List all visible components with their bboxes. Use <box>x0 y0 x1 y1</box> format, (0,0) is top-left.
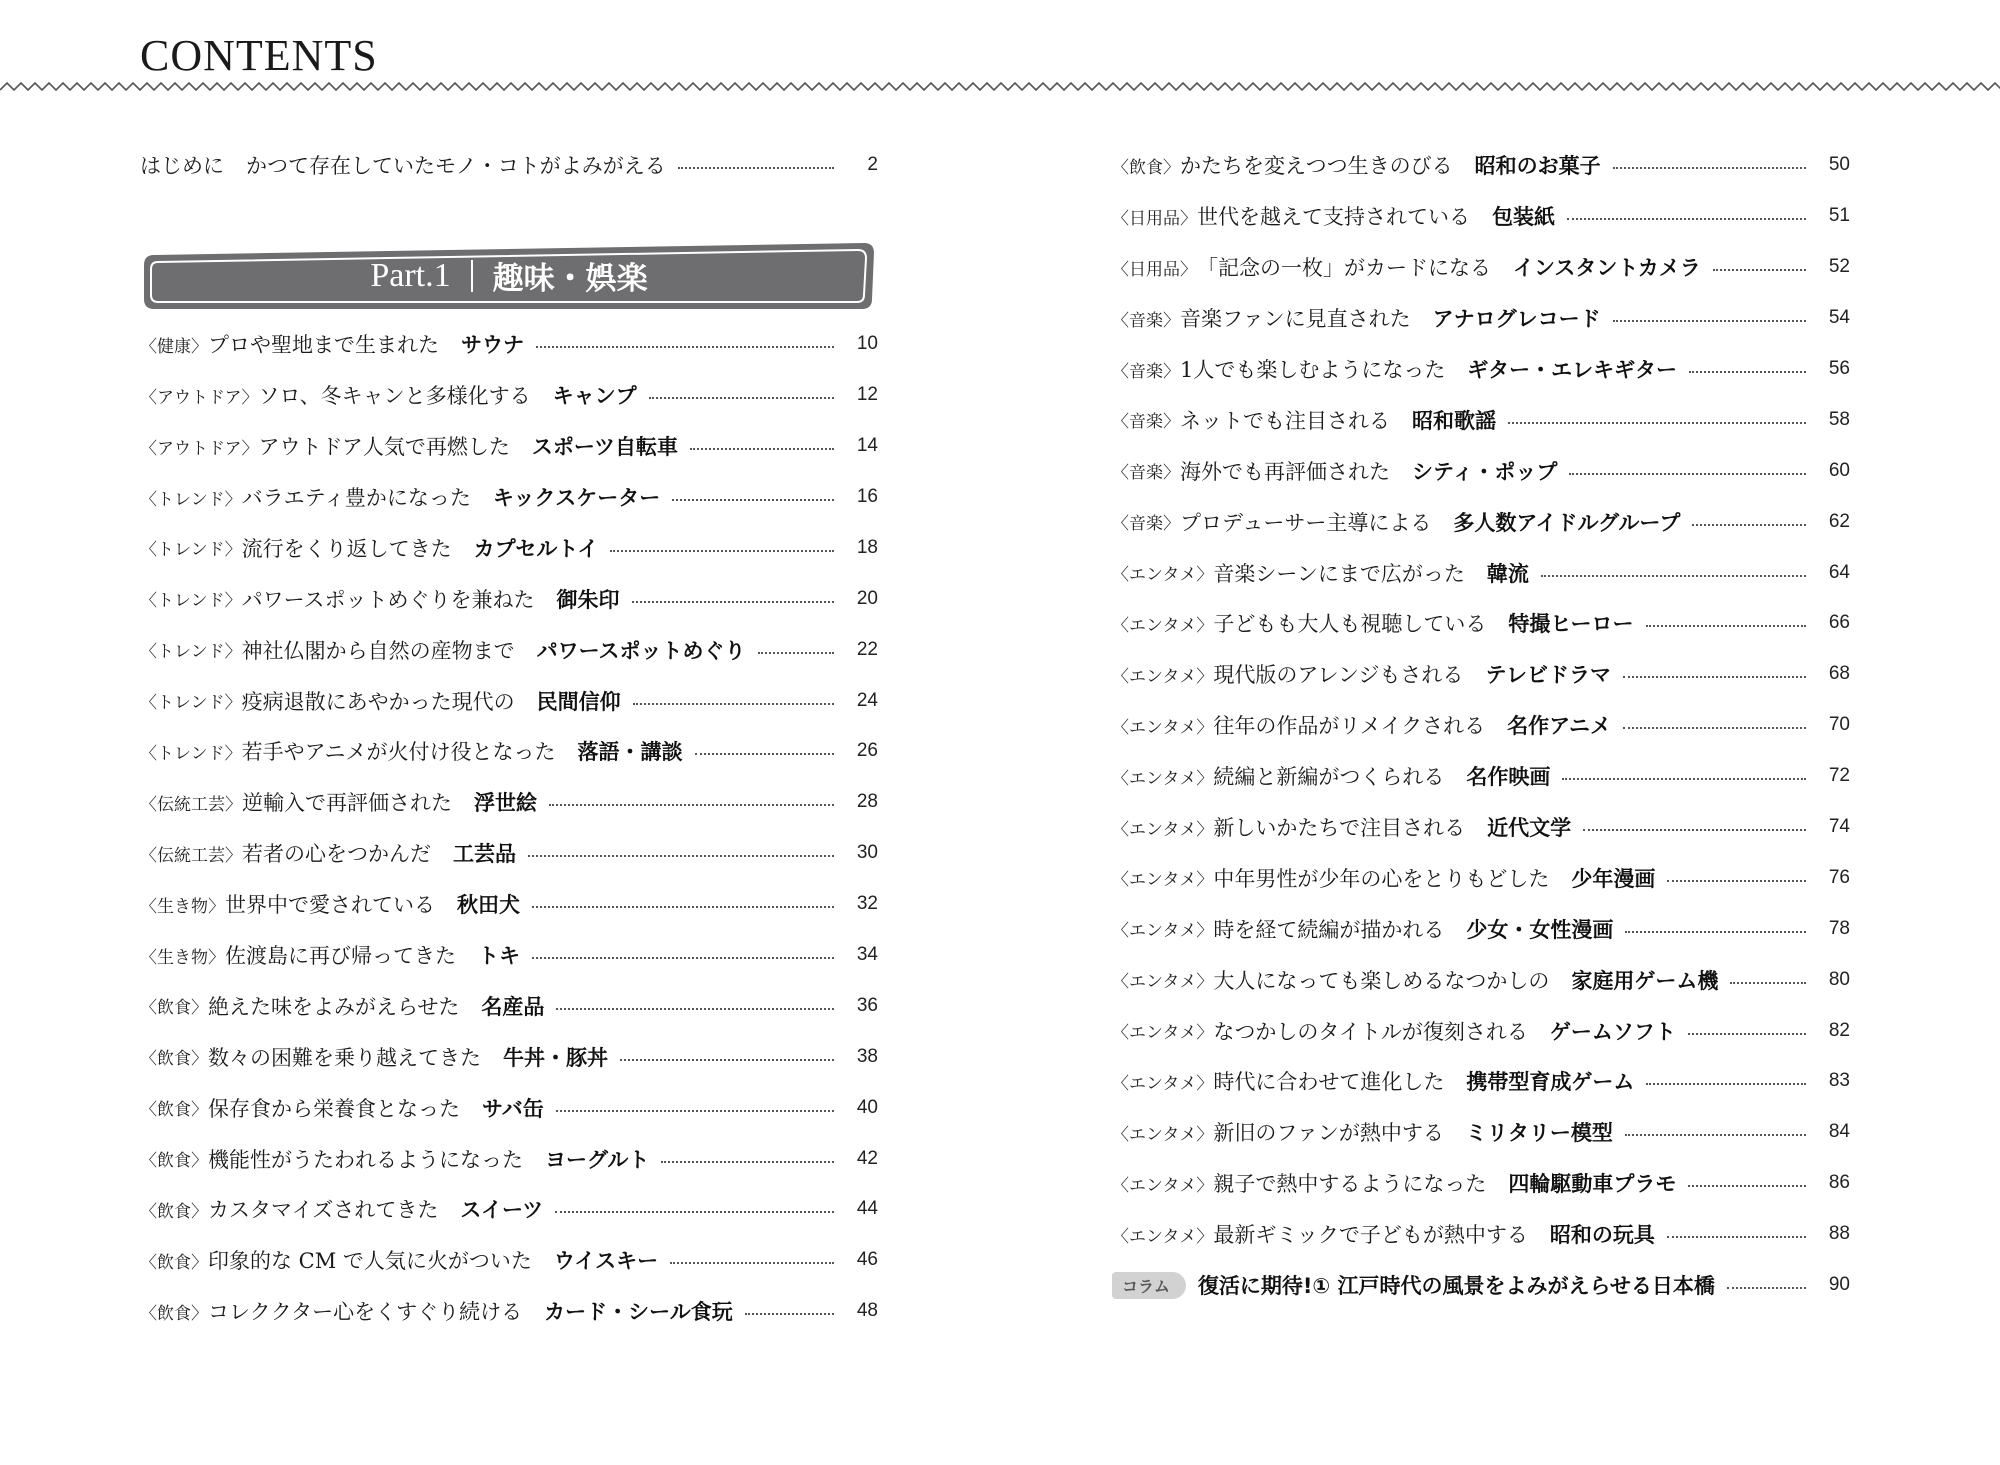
entry-category: 〈飲食〉 <box>140 1201 208 1222</box>
entry-topic: トキ <box>478 944 520 969</box>
entry-topic: 落語・講談 <box>577 740 683 765</box>
column-title: 復活に期待!① 江戸時代の風景をよみがえらせる日本橋 <box>1197 1274 1715 1299</box>
entry-topic: 四輪駆動車プラモ <box>1508 1172 1677 1197</box>
page-number: 90 <box>1828 1274 1850 1296</box>
toc-right-list <box>1112 140 1850 1260</box>
entry-topic: インスタントカメラ <box>1513 256 1701 281</box>
entry-category: 〈エンタメ〉 <box>1112 921 1214 942</box>
page-number: 32 <box>856 893 878 915</box>
entry-subtitle: 佐渡島に再び帰ってきた <box>225 944 456 969</box>
dot-leader <box>1689 371 1806 373</box>
page-number: 28 <box>856 791 878 813</box>
toc-entry[interactable] <box>1112 496 1850 547</box>
page-number: 60 <box>1828 459 1850 481</box>
entry-subtitle: 1人でも楽しむようになった <box>1180 358 1446 382</box>
entry-category: 〈トレンド〉 <box>140 693 242 714</box>
dot-leader <box>1562 778 1806 780</box>
page-number: 36 <box>856 994 878 1016</box>
page-number: 83 <box>1828 1070 1850 1092</box>
entry-category: 〈飲食〉 <box>140 998 208 1019</box>
dot-leader <box>1730 982 1806 984</box>
page-number: 38 <box>856 1045 878 1067</box>
entry-topic: 工芸品 <box>453 842 516 867</box>
toc-entry[interactable] <box>140 1235 878 1286</box>
toc-entry[interactable] <box>140 624 878 675</box>
page-number: 12 <box>856 384 878 406</box>
entry-category: 〈音楽〉 <box>1112 514 1180 535</box>
entry-subtitle: 時を経て続編が描かれる <box>1213 917 1445 942</box>
dot-leader <box>528 855 834 857</box>
entry-topic: 多人数アイドルグループ <box>1453 510 1681 535</box>
dot-leader <box>1625 1134 1806 1136</box>
entry-subtitle: 逆輸入で再評価された <box>242 791 452 816</box>
entry-subtitle: コレククター心をくすぐり続ける <box>208 1300 523 1325</box>
toc-entry[interactable] <box>140 930 878 981</box>
entry-topic: ギター・エレキギター <box>1467 358 1677 382</box>
part-label <box>140 241 878 311</box>
entry-category: 〈音楽〉 <box>1112 361 1180 382</box>
entry-topic: パワースポットめぐり <box>536 638 746 663</box>
dot-leader <box>1569 473 1806 475</box>
page-number: 40 <box>856 1096 878 1118</box>
dot-leader <box>532 906 834 908</box>
entry-topic: テレビドラマ <box>1485 663 1612 688</box>
entry-subtitle: 新しいかたちで注目される <box>1213 816 1466 841</box>
entry-topic: 特撮ヒーロー <box>1508 612 1634 637</box>
entry-subtitle: 数々の困難を乗り越えてきた <box>208 1045 481 1070</box>
entry-subtitle: プロや聖地まで生まれた <box>208 333 439 358</box>
toc-entry[interactable] <box>1112 445 1850 496</box>
entry-topic: キックスケーター <box>492 486 661 510</box>
toc-entry[interactable] <box>1112 903 1850 954</box>
toc-entry[interactable] <box>1112 802 1850 853</box>
entry-category: 〈エンタメ〉 <box>1112 1073 1214 1094</box>
toc-entry[interactable] <box>1112 598 1850 649</box>
dot-leader <box>1688 1033 1806 1035</box>
dot-leader <box>758 652 834 654</box>
toc-entry[interactable] <box>1112 547 1850 598</box>
toc-entry[interactable] <box>140 675 878 726</box>
entry-topic: ヨーグルト <box>545 1147 650 1172</box>
dot-leader <box>632 601 834 603</box>
dot-leader <box>556 1110 834 1112</box>
page-number: 46 <box>856 1249 878 1271</box>
toc-entry[interactable] <box>1112 649 1850 700</box>
page-number: 30 <box>856 842 878 864</box>
entry-category: 〈日用品〉 <box>1112 208 1197 229</box>
dot-leader <box>1713 269 1806 271</box>
entry-subtitle: 流行をくり返してきた <box>241 536 452 561</box>
part-separator <box>471 260 473 292</box>
page-number: 88 <box>1828 1223 1850 1245</box>
intro-label: はじめに <box>140 154 224 179</box>
entry-category: 〈エンタメ〉 <box>1112 666 1214 687</box>
entry-category: 〈トレンド〉 <box>140 489 242 510</box>
entry-category: 〈トレンド〉 <box>140 642 242 663</box>
dot-leader <box>610 550 834 552</box>
toc-entry[interactable] <box>1112 751 1850 802</box>
entry-topic: 近代文学 <box>1487 816 1572 841</box>
dot-leader <box>649 397 834 399</box>
dot-leader <box>1583 829 1806 831</box>
page-number: 86 <box>1828 1172 1850 1194</box>
entry-topic: サウナ <box>461 333 524 358</box>
dot-leader <box>672 499 834 501</box>
entry-category: 〈飲食〉 <box>140 1100 208 1121</box>
page-number: 14 <box>856 435 878 457</box>
entry-subtitle: かたちを変えつつ生きのびる <box>1180 154 1453 179</box>
entry-topic: カード・シール食玩 <box>544 1300 733 1325</box>
entry-category: 〈健康〉 <box>140 336 208 357</box>
entry-category: 〈エンタメ〉 <box>1112 819 1214 840</box>
entry-category: 〈飲食〉 <box>140 1151 208 1172</box>
entry-category: 〈生き物〉 <box>140 896 225 917</box>
entry-topic: 昭和の玩具 <box>1549 1223 1655 1248</box>
entry-subtitle: 保存食から栄養食となった <box>208 1096 460 1121</box>
toc-entry[interactable] <box>140 1031 878 1082</box>
entry-category: 〈エンタメ〉 <box>1112 1226 1214 1247</box>
dot-leader <box>549 804 834 806</box>
entry-category: 〈音楽〉 <box>1112 310 1180 331</box>
entry-topic: 昭和歌謡 <box>1412 408 1496 433</box>
dot-leader <box>695 753 834 755</box>
entry-topic: 秋田犬 <box>457 893 520 918</box>
dot-leader <box>745 1313 834 1315</box>
page-number: 10 <box>856 333 878 355</box>
entry-category: 〈音楽〉 <box>1112 412 1180 433</box>
part-number: Part.1 <box>370 256 451 294</box>
toc-entry[interactable] <box>140 319 878 370</box>
entry-topic: 浮世絵 <box>474 791 537 816</box>
toc-entry[interactable] <box>140 1133 878 1184</box>
page-number: 24 <box>856 689 878 711</box>
dot-leader <box>1508 422 1806 424</box>
entry-category: 〈トレンド〉 <box>140 743 242 764</box>
page-number: 80 <box>1828 968 1850 990</box>
dot-leader <box>1667 880 1806 882</box>
dot-leader <box>1625 931 1806 933</box>
entry-category: 〈伝統工芸〉 <box>140 845 242 866</box>
toc-right-column <box>1112 140 1850 1310</box>
entry-topic: シティ・ポップ <box>1412 459 1558 484</box>
entry-topic: スポーツ自転車 <box>531 435 679 460</box>
dot-leader <box>1727 1287 1806 1289</box>
page-number: 42 <box>856 1147 878 1169</box>
entry-subtitle: 続編と新編がつくられる <box>1213 765 1445 790</box>
entry-topic: アナログレコード <box>1432 307 1601 332</box>
dot-leader <box>1667 1236 1806 1238</box>
entry-subtitle: 音楽ファンに見直された <box>1180 307 1411 332</box>
entry-category: 〈飲食〉 <box>140 1252 208 1273</box>
page-number: 70 <box>1828 714 1850 736</box>
page-number: 74 <box>1828 816 1850 838</box>
part-name: 趣味・娯楽 <box>492 261 648 298</box>
entry-subtitle: 大人になっても楽しめるなつかしの <box>1213 968 1550 993</box>
entry-topic: 昭和のお菓子 <box>1474 154 1601 179</box>
entry-subtitle: 若者の心をつかんだ <box>242 842 431 867</box>
toc-entry[interactable] <box>1112 1107 1850 1158</box>
toc-left-list <box>140 319 878 1337</box>
entry-subtitle: なつかしのタイトルが復刻される <box>1213 1019 1528 1044</box>
page-number: 20 <box>856 587 878 609</box>
entry-topic: 少年漫画 <box>1571 866 1656 891</box>
dot-leader <box>690 448 834 450</box>
toc-entry[interactable] <box>140 1082 878 1133</box>
page-number: 58 <box>1828 408 1850 430</box>
toc-entry[interactable] <box>1112 1056 1850 1107</box>
dot-leader <box>1646 625 1807 627</box>
dot-leader <box>1688 1185 1806 1187</box>
entry-topic: 名作アニメ <box>1507 714 1612 739</box>
entry-subtitle: 子どもも大人も視聴している <box>1213 612 1487 637</box>
intro-text: かつて存在していたモノ・コトがよみがえる <box>246 154 666 179</box>
toc-entry[interactable] <box>1112 242 1850 293</box>
entry-topic: 韓流 <box>1486 561 1529 586</box>
toc-entry[interactable] <box>1112 394 1850 445</box>
dot-leader <box>1646 1083 1806 1085</box>
dot-leader <box>536 346 834 348</box>
entry-category: 〈トレンド〉 <box>140 591 242 612</box>
toc-entry[interactable] <box>140 522 878 573</box>
entry-subtitle: 往年の作品がリメイクされる <box>1213 714 1486 739</box>
toc-entry[interactable] <box>140 1286 878 1337</box>
page-number: 2 <box>867 154 878 176</box>
page-number: 50 <box>1828 154 1850 176</box>
entry-topic: 携帯型育成ゲーム <box>1466 1070 1635 1095</box>
dot-leader <box>1567 218 1806 220</box>
entry-topic: 少女・女性漫画 <box>1466 917 1614 942</box>
entry-subtitle: ソロ、冬キャンと多様化する <box>258 384 531 409</box>
toc-entry[interactable] <box>140 472 878 523</box>
page-number: 72 <box>1828 765 1850 787</box>
entry-subtitle: 現代版のアレンジもされる <box>1213 663 1464 688</box>
dot-leader <box>670 1262 834 1264</box>
entry-category: 〈エンタメ〉 <box>1112 1175 1214 1196</box>
entry-topic: カプセルトイ <box>473 536 599 561</box>
dot-leader <box>555 1211 834 1213</box>
entry-topic: キャンプ <box>552 384 637 409</box>
entry-subtitle: ネットでも注目される <box>1180 408 1390 433</box>
toc-entry[interactable] <box>140 573 878 624</box>
page-number: 82 <box>1828 1019 1850 1041</box>
contents-title: CONTENTS <box>140 31 378 80</box>
entry-subtitle: 絶えた味をよみがえらせた <box>208 994 460 1019</box>
entry-category: 〈エンタメ〉 <box>1112 615 1214 636</box>
toc-entry[interactable] <box>1112 344 1850 395</box>
entry-subtitle: アウトドア人気で再燃した <box>258 435 510 460</box>
page-number: 54 <box>1828 307 1850 329</box>
entry-subtitle: プロデューサー主導による <box>1180 510 1432 535</box>
entry-category: 〈飲食〉 <box>140 1303 208 1324</box>
wavy-divider <box>0 80 2000 94</box>
entry-subtitle: 機能性がうたわれるようになった <box>208 1147 523 1172</box>
entry-category: 〈飲食〉 <box>140 1049 208 1070</box>
toc-entry[interactable] <box>140 726 878 777</box>
page-number: 56 <box>1828 358 1850 379</box>
dot-leader <box>532 957 834 959</box>
entry-topic: 名作映画 <box>1466 765 1551 790</box>
entry-category: 〈エンタメ〉 <box>1112 565 1214 586</box>
entry-subtitle: 印象的な CM で人気に火がついた <box>208 1249 532 1274</box>
entry-category: 〈アウトドア〉 <box>140 438 259 459</box>
toc-entry[interactable] <box>140 370 878 421</box>
page-number: 51 <box>1828 205 1850 227</box>
column-badge: コラム <box>1112 1272 1186 1299</box>
toc-entry[interactable] <box>140 828 878 879</box>
entry-subtitle: 世界中で愛されている <box>225 893 435 918</box>
dot-leader <box>1623 676 1806 678</box>
page-number: 52 <box>1828 256 1850 278</box>
entry-category: 〈生き物〉 <box>140 947 225 968</box>
entry-category: 〈アウトドア〉 <box>140 387 259 408</box>
toc-entry[interactable] <box>1112 140 1850 191</box>
dot-leader <box>556 1008 834 1010</box>
page-number: 44 <box>856 1198 878 1220</box>
entry-subtitle: 親子で熱中するようになった <box>1213 1172 1487 1197</box>
entry-subtitle: 最新ギミックで子どもが熱中する <box>1213 1223 1528 1248</box>
dot-leader <box>661 1161 834 1163</box>
part-banner <box>140 241 878 311</box>
page-number: 26 <box>856 740 878 762</box>
dot-leader <box>1541 575 1806 577</box>
toc-entry[interactable] <box>1112 852 1850 903</box>
page-number: 68 <box>1828 663 1850 685</box>
entry-subtitle: 音楽シーンにまで広がった <box>1213 561 1465 586</box>
entry-topic: 民間信仰 <box>536 689 621 714</box>
dot-leader <box>678 167 834 169</box>
page-number: 66 <box>1828 612 1850 634</box>
page-number: 62 <box>1828 510 1850 532</box>
entry-subtitle: 疫病退散にあやかった現代の <box>241 689 515 714</box>
toc-left-column <box>140 140 878 1337</box>
toc-entry[interactable] <box>1112 954 1850 1005</box>
entry-category: 〈音楽〉 <box>1112 463 1180 484</box>
entry-topic: ウイスキー <box>553 1249 659 1274</box>
page-number: 64 <box>1828 561 1850 583</box>
entry-subtitle: 神社仏閣から自然の産物まで <box>241 638 515 663</box>
entry-subtitle: 世代を越えて支持されている <box>1197 205 1470 230</box>
entry-topic: 包装紙 <box>1492 205 1555 230</box>
dot-leader <box>1613 167 1806 169</box>
page-number: 84 <box>1828 1121 1850 1143</box>
page-number: 22 <box>856 638 878 660</box>
entry-category: 〈エンタメ〉 <box>1112 768 1214 789</box>
entry-category: 〈伝統工芸〉 <box>140 794 242 815</box>
entry-subtitle: 「記念の一枚」がカードになる <box>1197 256 1491 281</box>
entry-category: 〈エンタメ〉 <box>1112 717 1214 738</box>
entry-subtitle: 新旧のファンが熱中する <box>1213 1121 1444 1146</box>
toc-entry[interactable] <box>1112 700 1850 751</box>
toc-entry[interactable] <box>140 980 878 1031</box>
page-number: 76 <box>1828 866 1850 888</box>
toc-entry[interactable] <box>1112 1209 1850 1260</box>
entry-topic: 牛丼・豚丼 <box>503 1045 608 1070</box>
entry-topic: 家庭用ゲーム機 <box>1571 968 1719 993</box>
dot-leader <box>1613 320 1806 322</box>
entry-subtitle: カスタマイズされてきた <box>208 1198 439 1223</box>
entry-topic: 御朱印 <box>556 587 620 612</box>
entry-category: 〈エンタメ〉 <box>1112 972 1214 993</box>
toc-entry[interactable] <box>1112 1158 1850 1209</box>
toc-entry[interactable] <box>1112 293 1850 344</box>
dot-leader <box>633 703 834 705</box>
page-number: 48 <box>856 1300 878 1322</box>
entry-topic: 名産品 <box>481 994 545 1019</box>
page-number: 16 <box>856 486 878 507</box>
toc-entry[interactable] <box>140 1184 878 1235</box>
toc-entry[interactable] <box>140 879 878 930</box>
dot-leader <box>1692 524 1806 526</box>
entry-subtitle: パワースポットめぐりを兼ねた <box>241 587 535 612</box>
dot-leader <box>620 1059 834 1061</box>
entry-subtitle: 中年男性が少年の心をとりもどした <box>1213 866 1550 891</box>
toc-entry[interactable] <box>1112 1005 1850 1056</box>
entry-category: 〈エンタメ〉 <box>1112 1023 1214 1044</box>
page-number: 18 <box>856 536 878 558</box>
toc-entry[interactable] <box>140 421 878 472</box>
entry-topic: スイーツ <box>460 1198 544 1223</box>
toc-entry[interactable] <box>140 777 878 828</box>
entry-subtitle: 若手やアニメが火付け役となった <box>241 740 556 765</box>
entry-topic: サバ缶 <box>482 1096 544 1121</box>
dot-leader <box>1623 727 1806 729</box>
toc-column-entry[interactable] <box>1112 1260 1850 1311</box>
entry-subtitle: バラエティ豊かになった <box>241 486 471 510</box>
page-number: 78 <box>1828 917 1850 939</box>
entry-category: 〈飲食〉 <box>1112 157 1180 178</box>
entry-subtitle: 海外でも再評価された <box>1180 459 1390 484</box>
entry-topic: ゲームソフト <box>1549 1019 1676 1044</box>
entry-category: 〈日用品〉 <box>1112 259 1197 280</box>
entry-topic: ミリタリー模型 <box>1465 1121 1613 1146</box>
entry-subtitle: 時代に合わせて進化した <box>1213 1070 1445 1095</box>
entry-category: 〈エンタメ〉 <box>1112 1124 1214 1145</box>
entry-category: 〈トレンド〉 <box>140 540 242 561</box>
toc-entry[interactable] <box>1112 191 1850 242</box>
toc-intro-entry[interactable] <box>140 140 878 191</box>
page-number: 34 <box>856 944 878 966</box>
entry-category: 〈エンタメ〉 <box>1112 870 1214 891</box>
